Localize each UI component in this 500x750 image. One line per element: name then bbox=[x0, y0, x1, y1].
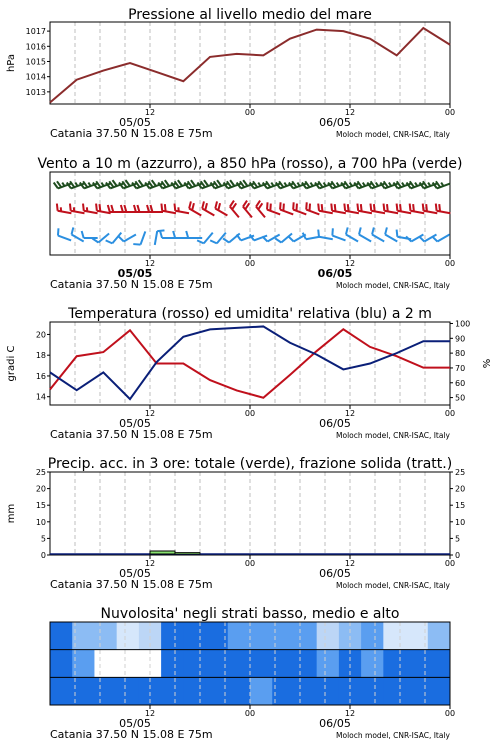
barb-feather bbox=[57, 204, 58, 211]
x-tick-label: 00 bbox=[444, 409, 456, 418]
y-right-tick-label: 15 bbox=[455, 501, 466, 511]
barb-feather bbox=[346, 227, 348, 234]
wind-barb bbox=[147, 205, 163, 212]
y-axis-label: mm bbox=[6, 503, 17, 524]
barb-feather bbox=[415, 183, 417, 186]
y-tick-label: 1016 bbox=[25, 42, 46, 52]
barb-feather bbox=[174, 204, 175, 211]
y-tick-label: 10 bbox=[35, 517, 46, 527]
precip-bar bbox=[175, 553, 200, 555]
barb-feather bbox=[397, 230, 398, 237]
barb-feather bbox=[306, 202, 307, 209]
barb-feather bbox=[428, 183, 430, 186]
barb-feather bbox=[385, 227, 387, 234]
barb-feather bbox=[280, 202, 281, 209]
cloud-cell bbox=[272, 622, 295, 650]
barb-feather bbox=[100, 204, 101, 211]
credit-label: Moloch model, CNR-ISAC, Italy bbox=[336, 431, 450, 440]
credit-label: Moloch model, CNR-ISAC, Italy bbox=[336, 581, 450, 590]
barb-shaft bbox=[437, 235, 449, 242]
wind-barb bbox=[243, 201, 252, 218]
y-tick-label: 1017 bbox=[25, 27, 46, 37]
cloud-cell bbox=[428, 677, 451, 705]
location-label: Catania 37.50 N 15.08 E 75m bbox=[50, 127, 213, 140]
barb-feather bbox=[270, 204, 271, 211]
barb-shaft bbox=[372, 235, 384, 242]
y-right-tick-label: 5 bbox=[455, 534, 461, 544]
cloud-cell bbox=[117, 650, 140, 678]
barb-feather bbox=[202, 201, 204, 208]
barb-feather bbox=[137, 205, 139, 212]
barb-feather bbox=[186, 231, 188, 238]
x-date-label: 05/05 bbox=[119, 717, 151, 730]
barb-shaft bbox=[141, 231, 146, 244]
barb-feather bbox=[335, 204, 336, 211]
barb-shaft bbox=[306, 237, 320, 239]
x-tick-label: 12 bbox=[344, 108, 356, 117]
barb-feather bbox=[310, 204, 311, 211]
barb-feather bbox=[337, 183, 339, 186]
barb-shaft bbox=[175, 211, 189, 213]
barb-shaft bbox=[319, 237, 333, 239]
wind-barb bbox=[133, 231, 145, 244]
barb-feather bbox=[322, 204, 323, 211]
x-tick-label: 12 bbox=[344, 559, 356, 568]
barb-shaft bbox=[58, 236, 71, 241]
cloud-cell bbox=[250, 677, 273, 705]
wind-barb bbox=[372, 227, 384, 241]
y-tick-label: 18 bbox=[35, 351, 46, 361]
barb-shaft bbox=[243, 207, 252, 218]
wind-barb bbox=[385, 227, 397, 241]
barb-feather bbox=[275, 238, 281, 242]
cloud-cell bbox=[50, 677, 73, 705]
barb-feather bbox=[96, 204, 97, 211]
barb-feather bbox=[363, 183, 365, 186]
barb-feather bbox=[374, 204, 375, 211]
x-tick-label: 12 bbox=[144, 259, 156, 268]
barb-feather bbox=[223, 238, 229, 242]
barb-feather bbox=[439, 204, 440, 211]
barb-feather bbox=[58, 228, 59, 235]
wind-barb bbox=[280, 202, 293, 214]
wind-barb bbox=[189, 201, 201, 215]
cloud-cell bbox=[117, 622, 140, 650]
y-axis-label: gradi C bbox=[6, 345, 17, 382]
credit-label: Moloch model, CNR-ISAC, Italy bbox=[336, 130, 450, 139]
barb-feather bbox=[243, 201, 247, 207]
barb-feather bbox=[284, 183, 286, 186]
wind-barb bbox=[202, 201, 214, 215]
y-tick-label: 20 bbox=[35, 330, 46, 340]
y-right-tick-label: 50 bbox=[455, 393, 466, 403]
x-tick-label: 00 bbox=[444, 108, 456, 117]
barb-feather bbox=[436, 204, 437, 211]
cloud-cell bbox=[250, 622, 273, 650]
barb-shaft bbox=[346, 235, 358, 242]
cloud-cell bbox=[383, 677, 406, 705]
wind-barb bbox=[174, 204, 189, 214]
cloud-cell bbox=[272, 650, 295, 678]
cloud-cell bbox=[294, 622, 317, 650]
y-tick-label: 25 bbox=[35, 468, 46, 477]
cloud-cover-chart bbox=[50, 606, 455, 741]
y-right-tick-label: 100 bbox=[455, 319, 471, 329]
barb-feather bbox=[230, 201, 234, 207]
barb-feather bbox=[232, 203, 236, 209]
barb-feather bbox=[205, 203, 207, 210]
barb-feather bbox=[173, 231, 175, 238]
barb-feather bbox=[402, 183, 404, 186]
cloud-cell bbox=[183, 650, 206, 678]
x-date-label: 06/05 bbox=[317, 267, 353, 280]
x-tick-label: 00 bbox=[244, 108, 256, 117]
barb-shaft bbox=[384, 211, 398, 213]
barb-feather bbox=[197, 240, 204, 243]
barb-shaft bbox=[385, 235, 397, 242]
barb-feather bbox=[432, 236, 437, 241]
barb-feather bbox=[151, 205, 153, 212]
barb-feather bbox=[318, 204, 319, 211]
barb-shaft bbox=[84, 211, 98, 213]
barb-shaft bbox=[306, 210, 319, 215]
barb-shaft bbox=[359, 235, 371, 242]
barb-feather bbox=[348, 204, 349, 211]
y-tick-label: 0 bbox=[40, 551, 46, 560]
chart-title: Pressione al livello medio del mare bbox=[128, 7, 372, 23]
barb-shaft bbox=[124, 235, 136, 242]
cloud-cell bbox=[228, 677, 251, 705]
barb-shaft bbox=[217, 233, 226, 244]
cloud-cell bbox=[294, 650, 317, 678]
barb-shaft bbox=[72, 235, 84, 242]
x-date-label: 05/05 bbox=[119, 567, 151, 580]
wind-barb bbox=[397, 230, 412, 240]
x-tick-label: 00 bbox=[444, 709, 456, 718]
location-label: Catania 37.50 N 15.08 E 75m bbox=[50, 578, 213, 591]
barb-shaft bbox=[215, 209, 227, 216]
barb-shaft bbox=[371, 211, 385, 213]
barb-feather bbox=[72, 227, 74, 234]
cloud-cell bbox=[250, 650, 273, 678]
barb-feather bbox=[296, 204, 297, 211]
y-right-tick-label: 90 bbox=[455, 334, 466, 344]
credit-label: Moloch model, CNR-ISAC, Italy bbox=[336, 731, 450, 740]
x-tick-label: 00 bbox=[444, 259, 456, 268]
cloud-cell bbox=[72, 622, 95, 650]
wind-barb bbox=[436, 204, 451, 214]
barb-feather bbox=[75, 183, 77, 186]
y-tick-label: 14 bbox=[35, 392, 46, 402]
wind-barb bbox=[332, 228, 345, 240]
barb-shaft bbox=[437, 211, 451, 213]
barb-feather bbox=[83, 204, 84, 211]
barb-shaft bbox=[267, 210, 280, 215]
cloud-cell bbox=[50, 650, 73, 678]
cloud-cell bbox=[361, 677, 384, 705]
barb-feather bbox=[413, 204, 414, 211]
x-tick-label: 00 bbox=[244, 709, 256, 718]
barb-feather bbox=[215, 201, 217, 208]
x-tick-label: 12 bbox=[344, 259, 356, 268]
precip-bar bbox=[150, 551, 175, 554]
barb-shaft bbox=[424, 211, 438, 213]
y-right-tick-label: 0 bbox=[455, 551, 461, 560]
barb-feather bbox=[192, 203, 194, 210]
wind-chart bbox=[37, 156, 462, 291]
barb-feather bbox=[332, 228, 333, 235]
barb-feather bbox=[389, 183, 391, 186]
y-tick-label: 1013 bbox=[25, 87, 46, 97]
wind-barb bbox=[256, 201, 265, 218]
x-tick-label: 12 bbox=[144, 108, 156, 117]
y-right-tick-label: 60 bbox=[455, 378, 466, 388]
barb-feather bbox=[344, 204, 345, 211]
cloud-cell bbox=[228, 622, 251, 650]
chart-title: Precip. acc. in 3 ore: totale (verde), frazione solida (tratt.) bbox=[47, 456, 453, 472]
y-axis-label: hPa bbox=[6, 53, 17, 73]
y-tick-label: 1015 bbox=[25, 57, 46, 67]
barb-shaft bbox=[71, 211, 85, 213]
barb-feather bbox=[161, 204, 162, 211]
cloud-cell bbox=[183, 622, 206, 650]
barb-shaft bbox=[230, 207, 239, 218]
y-right-tick-label: 80 bbox=[455, 349, 466, 359]
x-tick-label: 00 bbox=[244, 409, 256, 418]
wind-barb bbox=[119, 235, 136, 242]
cloud-cell bbox=[361, 622, 384, 650]
barb-feather bbox=[283, 204, 284, 211]
y-tick-label: 5 bbox=[40, 534, 46, 544]
wind-barb bbox=[267, 202, 280, 214]
barb-feather bbox=[310, 183, 312, 186]
temperature-humidity-chart bbox=[6, 306, 493, 441]
cloud-cell bbox=[94, 622, 117, 650]
x-date-label: 05/05 bbox=[119, 116, 151, 129]
barb-feather bbox=[359, 227, 361, 234]
wind-barb bbox=[215, 201, 227, 215]
barb-shaft bbox=[410, 211, 424, 213]
cloud-cell bbox=[183, 677, 206, 705]
y-right-axis-label: % bbox=[482, 358, 493, 369]
cloud-cell bbox=[94, 677, 117, 705]
cloud-cell bbox=[317, 677, 340, 705]
chart-title: Temperatura (rosso) ed umidita' relativa (blu) a 2 m bbox=[68, 306, 432, 322]
wind-barb bbox=[82, 231, 98, 238]
barb-feather bbox=[372, 227, 374, 234]
x-date-label: 05/05 bbox=[119, 417, 151, 430]
x-tick-label: 12 bbox=[344, 709, 356, 718]
pressure-chart bbox=[6, 7, 455, 140]
cloud-cell bbox=[361, 650, 384, 678]
y-right-tick-label: 10 bbox=[455, 517, 466, 527]
barb-shaft bbox=[256, 207, 265, 218]
cloud-cell bbox=[72, 677, 95, 705]
barb-feather bbox=[133, 244, 140, 245]
cloud-cell bbox=[161, 622, 184, 650]
barb-shaft bbox=[162, 211, 176, 213]
cloud-cell bbox=[117, 677, 140, 705]
barb-feather bbox=[271, 183, 273, 186]
x-date-label: 06/05 bbox=[319, 116, 351, 129]
y-right-tick-label: 25 bbox=[455, 468, 466, 477]
cloud-cell bbox=[272, 677, 295, 705]
barb-feather bbox=[106, 240, 113, 243]
barb-shaft bbox=[280, 210, 293, 215]
chart-title: Nuvolosita' negli strati basso, medio e alto bbox=[100, 606, 400, 622]
plot-frame bbox=[50, 22, 450, 104]
wind-barb bbox=[433, 181, 450, 188]
location-label: Catania 37.50 N 15.08 E 75m bbox=[50, 728, 213, 741]
barb-feather bbox=[210, 240, 217, 243]
barb-shaft bbox=[332, 236, 345, 241]
barb-feather bbox=[397, 204, 398, 211]
barb-feather bbox=[376, 183, 378, 186]
y-tick-label: 16 bbox=[35, 371, 46, 381]
barb-feather bbox=[62, 183, 64, 186]
cloud-cell bbox=[94, 650, 117, 678]
barb-feather bbox=[387, 204, 388, 211]
x-date-label: 06/05 bbox=[319, 567, 351, 580]
y-tick-label: 15 bbox=[35, 501, 46, 511]
barb-feather bbox=[134, 205, 136, 212]
barb-shaft bbox=[345, 211, 359, 213]
barb-feather bbox=[423, 204, 424, 211]
barb-feather bbox=[70, 204, 71, 211]
barb-shaft bbox=[58, 211, 72, 213]
cloud-cell bbox=[428, 622, 451, 650]
barb-feather bbox=[165, 204, 166, 211]
cloud-cell bbox=[294, 677, 317, 705]
barb-feather bbox=[245, 203, 249, 209]
x-tick-label: 12 bbox=[144, 409, 156, 418]
cloud-cell bbox=[317, 650, 340, 678]
x-tick-label: 00 bbox=[244, 259, 256, 268]
location-label: Catania 37.50 N 15.08 E 75m bbox=[50, 428, 213, 441]
barb-shaft bbox=[189, 209, 201, 216]
barb-feather bbox=[324, 183, 326, 186]
barb-feather bbox=[426, 204, 427, 211]
barb-feather bbox=[258, 203, 262, 209]
barb-feather bbox=[410, 204, 411, 211]
barb-feather bbox=[82, 231, 84, 238]
barb-shaft bbox=[202, 209, 214, 216]
x-tick-label: 00 bbox=[444, 559, 456, 568]
barb-feather bbox=[111, 205, 113, 212]
cloud-cell bbox=[383, 650, 406, 678]
cloud-cell bbox=[161, 677, 184, 705]
barb-feather bbox=[318, 230, 319, 237]
credit-label: Moloch model, CNR-ISAC, Italy bbox=[336, 281, 450, 290]
barb-feather bbox=[160, 231, 162, 238]
barb-feather bbox=[400, 204, 401, 211]
cloud-cell bbox=[428, 650, 451, 678]
barb-feather bbox=[297, 183, 299, 186]
barb-feather bbox=[361, 204, 362, 211]
barb-shaft bbox=[319, 211, 333, 213]
barb-shaft bbox=[358, 211, 372, 213]
barb-feather bbox=[147, 205, 149, 212]
barb-feather bbox=[258, 183, 260, 186]
x-date-label: 06/05 bbox=[319, 417, 351, 430]
x-date-label: 06/05 bbox=[319, 717, 351, 730]
barb-feather bbox=[92, 238, 98, 242]
barb-feather bbox=[350, 183, 352, 186]
barb-feather bbox=[218, 203, 220, 210]
barb-feather bbox=[267, 202, 268, 209]
cloud-cell bbox=[50, 622, 73, 650]
barb-shaft bbox=[332, 211, 346, 213]
y-tick-label: 20 bbox=[35, 484, 46, 494]
barb-feather bbox=[419, 236, 424, 241]
wind-barb bbox=[230, 201, 239, 218]
cloud-cell bbox=[317, 622, 340, 650]
barb-feather bbox=[384, 204, 385, 211]
barb-feather bbox=[441, 183, 443, 186]
barb-feather bbox=[88, 183, 90, 186]
wind-barb bbox=[58, 228, 71, 240]
location-label: Catania 37.50 N 15.08 E 75m bbox=[50, 278, 213, 291]
y-tick-label: 1014 bbox=[25, 72, 46, 82]
barb-feather bbox=[121, 205, 123, 212]
barb-feather bbox=[357, 204, 358, 211]
x-date-label: 05/05 bbox=[117, 267, 153, 280]
barb-feather bbox=[101, 183, 103, 186]
cloud-cell bbox=[72, 650, 95, 678]
barb-feather bbox=[331, 204, 332, 211]
barb-feather bbox=[119, 236, 124, 241]
barb-feather bbox=[256, 201, 260, 207]
chart-title: Vento a 10 m (azzurro), a 850 hPa (rosso), a 700 hPa (verde) bbox=[37, 156, 463, 172]
barb-feather bbox=[293, 202, 294, 209]
barb-feather bbox=[288, 236, 293, 241]
cloud-cell bbox=[161, 650, 184, 678]
y-right-tick-label: 20 bbox=[455, 484, 466, 494]
y-right-tick-label: 70 bbox=[455, 363, 466, 373]
x-tick-label: 12 bbox=[144, 559, 156, 568]
x-tick-label: 12 bbox=[144, 709, 156, 718]
barb-feather bbox=[108, 205, 110, 212]
cloud-cell bbox=[228, 650, 251, 678]
barb-feather bbox=[189, 201, 191, 208]
barb-shaft bbox=[155, 231, 157, 245]
cloud-cell bbox=[383, 622, 406, 650]
precipitation-chart bbox=[6, 456, 465, 591]
x-tick-label: 00 bbox=[244, 559, 256, 568]
barb-feather bbox=[370, 204, 371, 211]
barb-shaft bbox=[397, 211, 411, 213]
wind-barb bbox=[359, 227, 371, 241]
x-tick-label: 12 bbox=[344, 409, 356, 418]
wind-barb bbox=[346, 227, 358, 241]
